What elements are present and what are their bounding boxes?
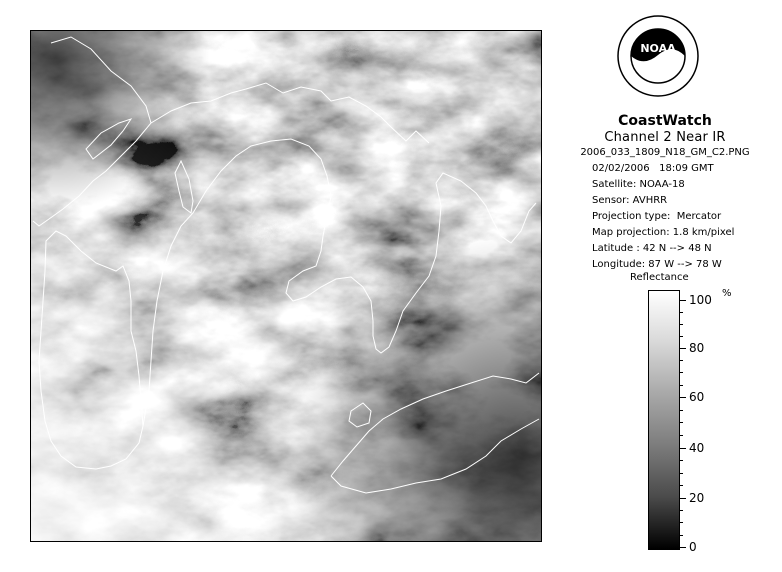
colorbar-minor-tick — [680, 535, 683, 536]
satellite-image-svg — [31, 31, 541, 541]
colorbar-minor-tick — [680, 410, 683, 411]
colorbar-minor-tick — [680, 473, 683, 474]
colorbar-minor-tick — [680, 435, 683, 436]
channel-subtitle: Channel 2 Near IR — [604, 130, 726, 145]
colorbar-label: Reflectance — [630, 272, 689, 283]
satellite-image — [30, 30, 542, 542]
colorbar-tick — [680, 498, 686, 499]
colorbar-tick-label: 20 — [689, 491, 705, 505]
colorbar-tick-label: 80 — [689, 341, 705, 355]
dark-lake-region — [31, 31, 541, 541]
meta-satellite: Satellite: NOAA-18 — [592, 179, 685, 190]
colorbar-unit: % — [722, 288, 732, 299]
meta-projection-type: Projection type: Mercator — [592, 211, 722, 222]
colorbar-tick-label: 60 — [689, 390, 705, 404]
colorbar-minor-tick — [680, 372, 683, 373]
colorbar-tick — [680, 448, 686, 449]
file-name: 2006_033_1809_N18_GM_C2.PNG — [580, 147, 750, 158]
colorbar-tick-label: 40 — [689, 441, 705, 455]
colorbar-minor-tick — [680, 360, 683, 361]
meta-sensor: Sensor: AVHRR — [592, 195, 668, 206]
meta-map-projection: Map projection: 1.8 km/pixel — [592, 227, 735, 238]
colorbar-minor-tick — [680, 385, 683, 386]
noaa-logo-text: NOAA — [640, 42, 676, 55]
colorbar-minor-tick — [680, 312, 683, 313]
colorbar-tick — [680, 397, 686, 398]
colorbar-minor-tick — [680, 510, 683, 511]
colorbar-minor-tick — [680, 422, 683, 423]
colorbar-tick-label: 100 — [689, 293, 712, 307]
colorbar-tick — [680, 348, 686, 349]
colorbar-tick-label: 0 — [689, 540, 697, 554]
colorbar-minor-tick — [680, 336, 683, 337]
colorbar-minor-tick — [680, 522, 683, 523]
meta-longitude: Longitude: 87 W --> 78 W — [592, 259, 722, 270]
colorbar-tick — [680, 300, 686, 301]
colorbar-minor-tick — [680, 324, 683, 325]
noaa-logo — [617, 15, 699, 97]
colorbar-minor-tick — [680, 460, 683, 461]
meta-datetime: 02/02/2006 18:09 GMT — [592, 163, 714, 174]
product-title: CoastWatch — [618, 113, 712, 129]
colorbar — [648, 290, 680, 550]
colorbar-minor-tick — [680, 485, 683, 486]
colorbar-tick — [680, 547, 686, 548]
meta-latitude: Latitude : 42 N --> 48 N — [592, 243, 712, 254]
